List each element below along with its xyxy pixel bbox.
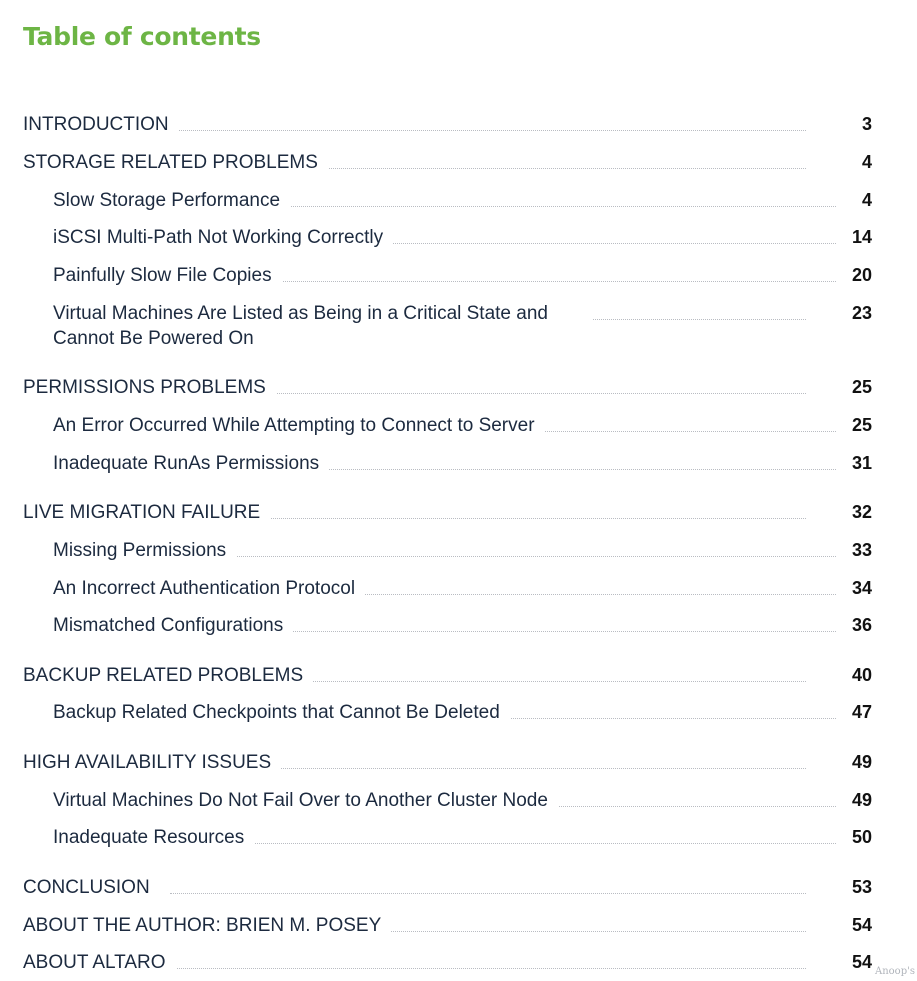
toc-page-number: 33: [851, 540, 872, 560]
toc-page-number: 54: [851, 952, 872, 972]
toc-entry-label: Painfully Slow File Copies: [53, 263, 282, 288]
toc-page-number: 25: [851, 415, 872, 435]
toc-entry-label: Mismatched Configurations: [53, 613, 293, 638]
dot-leader: [170, 893, 806, 894]
toc-entry-label: INTRODUCTION: [23, 112, 179, 137]
dot-leader: [200, 206, 836, 207]
dot-leader: [200, 631, 836, 632]
toc-entry-label: Inadequate Resources: [53, 825, 254, 850]
toc-page-number: 36: [851, 615, 872, 635]
toc-page-number: 4: [861, 152, 872, 172]
toc-page-number: 47: [851, 702, 872, 722]
toc-entry-label: ABOUT THE AUTHOR: BRIEN M. POSEY: [23, 913, 391, 938]
dot-leader: [200, 843, 836, 844]
toc-entry-label: Slow Storage Performance: [53, 188, 290, 213]
toc-entry-label: BACKUP RELATED PROBLEMS: [23, 663, 313, 688]
toc-page-number: 14: [851, 227, 872, 247]
toc-entry-label: An Error Occurred While Attempting to Connect to Server: [53, 413, 545, 438]
dot-leader: [200, 281, 836, 282]
toc-page-number: 31: [851, 453, 872, 473]
toc-entry-label: Inadequate RunAs Permissions: [53, 451, 329, 476]
toc-page-number: 49: [851, 752, 872, 772]
toc-page-number: 50: [851, 827, 872, 847]
toc-entry-label: STORAGE RELATED PROBLEMS: [23, 150, 328, 175]
toc-entry-label: An Incorrect Authentication Protocol: [53, 576, 365, 601]
dot-leader: [170, 968, 806, 969]
toc-page-number: 49: [851, 790, 872, 810]
toc-entry-label: Backup Related Checkpoints that Cannot Be Deleted: [53, 700, 510, 725]
toc-page-number: 54: [851, 915, 872, 935]
toc-page-number: 25: [851, 377, 872, 397]
toc-page-number: 53: [851, 877, 872, 897]
toc-entry-label: iSCSI Multi-Path Not Working Correctly: [53, 225, 393, 250]
toc-page-number: 20: [851, 265, 872, 285]
toc-entry-label: CONCLUSION: [23, 875, 160, 900]
toc-page-number: 34: [851, 578, 872, 598]
dot-leader: [586, 319, 806, 320]
toc-page-number: 32: [851, 502, 872, 522]
toc-entry-label: ABOUT ALTARO: [23, 950, 176, 975]
toc-entry-label: LIVE MIGRATION FAILURE: [23, 500, 270, 525]
watermark: Anoop's: [875, 966, 915, 977]
toc-entry-label: Missing Permissions: [53, 538, 236, 563]
dot-leader: [170, 130, 806, 131]
toc-page-number: 4: [861, 190, 872, 210]
toc-entry-label: HIGH AVAILABILITY ISSUES: [23, 750, 281, 775]
toc-entry-label: Virtual Machines Do Not Fail Over to Another Cluster Node: [53, 788, 558, 813]
toc-entry-label: PERMISSIONS PROBLEMS: [23, 375, 276, 400]
toc-entry-label: Virtual Machines Are Listed as Being in a Critical State and Cannot Be Powered On: [53, 301, 593, 351]
page-title: Table of contents: [23, 22, 261, 51]
toc-page-number: 3: [861, 114, 872, 134]
toc-page-number: 23: [851, 303, 872, 323]
toc-page-number: 40: [851, 665, 872, 685]
dot-leader: [200, 556, 836, 557]
